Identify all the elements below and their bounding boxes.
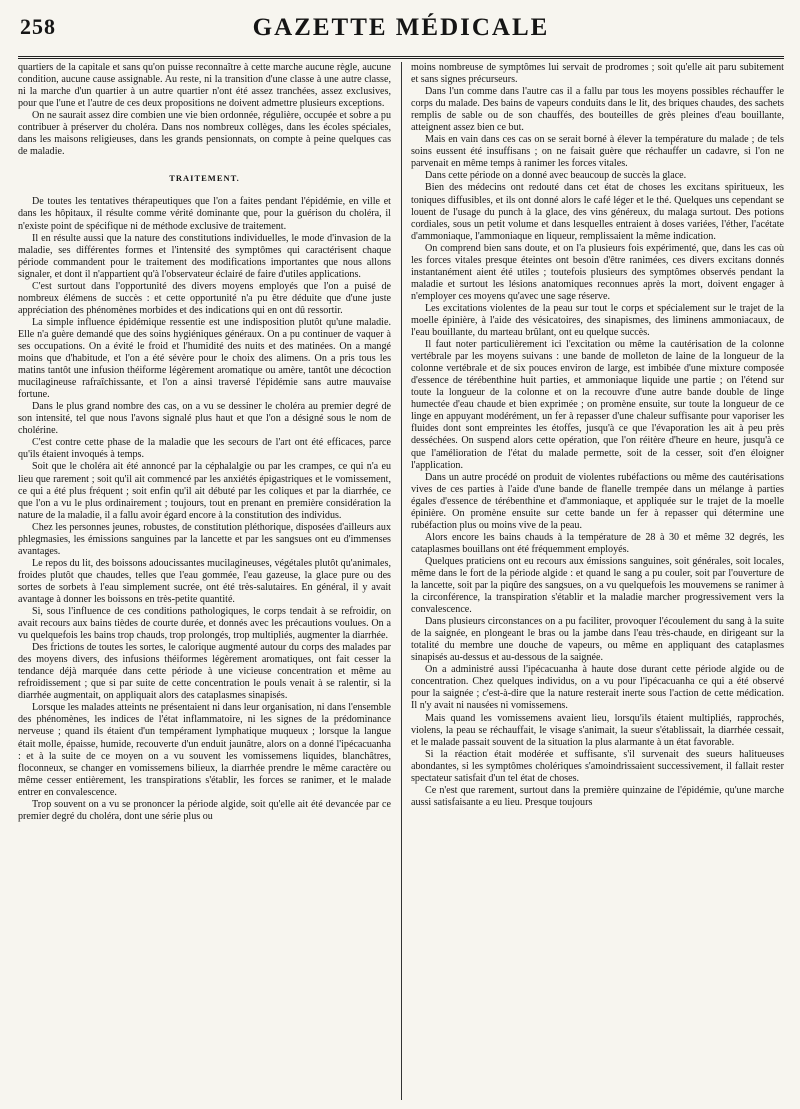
page-number: 258 [20,14,56,39]
right-column [411,62,784,1100]
masthead [18,10,784,59]
newspaper-page [18,10,784,1100]
paragraph: Lorsque les malades atteints ne présentaient ni dans leur organisation, ni dans l'ensemble des phénomènes, les indices de l'état inflammatoire, ni les signes de la prédominance nerveuse ; quand ils étaient d'un tempérament lymphatique muqueux ; lorsque la langue était molle, épaisse, humide, recouverte d'un enduit jaunâtre, alors on a donné l'ipécacuanha : et à la suite de ce moyen on a vu souvent les vomissemens liquides, blanchâtres, floconneux, se changer en vomissemens bilieux, la diarrhée prendre le même caractère ou même cesser entièrement, les transpirations s'établir, les forces se ranimer, et le malade entrer en convalescence. [18,702,391,798]
paragraph: Dans un autre procédé on produit de violentes rubéfactions ou même des cautérisations vives de ces parties à l'aide d'une bande de flanelle trempée dans un mélange à parties égales d'essence de térébenthine et d'ammoniaque, et appliquée sur le trajet de la moelle épinière. On promène ensuite sur cette bande un fer à repasser qui détermine une rubéfaction plus ou moins vive de la peau. [411,471,784,531]
paragraph: Il en résulte aussi que la nature des constitutions individuelles, le mode d'invasion de la maladie, ses différentes formes et l'intensité des symptômes qui caractérisent chaque période commandent pour le traitement des modifications importantes que nous allons signaler, et dont il n'appartient qu'à l'observateur éclairé de faire d'utiles applications. [18,232,391,280]
article-columns [18,62,784,1100]
paragraph: moins nombreuse de symptômes lui servait de prodromes ; soit qu'elle ait paru subitement et sans signes précurseurs. [411,62,784,86]
paragraph: Soit que le choléra ait été annoncé par la céphalalgie ou par les crampes, ce qui n'a eu lieu que rarement ; soit qu'il ait commencé par les anxiétés épigastriques et le vomissement, ce qui a été plus fréquent ; soit enfin qu'il ait débuté par les coliques et par la diarrhée, ce que l'on a vu le plus ordinairement ; toujours, tout en prenant en première considération la nature de la maladie, il a fallu avoir égard encore à la constitution des individus. [18,461,391,521]
paragraph: C'est contre cette phase de la maladie que les secours de l'art ont été efficaces, parce qu'ils étaient invoqués à temps. [18,437,391,461]
paragraph: De toutes les tentatives thérapeutiques que l'on a faites pendant l'épidémie, en ville et dans les hôpitaux, il résulte comme vérité dominante que, pour la guérison du choléra, il n'existe point de spécifique ni de méthode exclusive de traitement. [18,196,391,232]
paragraph: Le repos du lit, des boissons adoucissantes mucilagineuses, végétales plutôt qu'animales, froides plutôt que chaudes, telles que l'eau gommée, l'eau gazeuse, la glace pure ou des sortes de sorbets à l'eau simplement sucrée, ont été très-salutaires. En général, il y avait avantage à donner les boissons en très-petite quantité. [18,557,391,605]
paragraph: On ne saurait assez dire combien une vie bien ordonnée, régulière, occupée et sobre a pu contribuer à préserver du choléra. Dans nos nombreux collèges, dans les écoles spéciales, dans les maisons religieuses, dans les grands pensionnats, on compte à peine quelques cas de maladie. [18,110,391,158]
paragraph: quartiers de la capitale et sans qu'on puisse reconnaître à cette marche aucune règle, aucune condition, aucune cause assignable. Au reste, ni la transition d'une classe à une autre classe, ni la marche d'un quartier à un autre quartier n'ont été assez tranchées, assez exclusives, pour que l'une et l'autre de ces deux propositions ne doivent admettre plusieurs exceptions. [18,62,391,110]
paragraph: Si, sous l'influence de ces conditions pathologiques, le corps tendait à se refroidir, on avait recours aux bains tièdes de courte durée, et donnés avec les précautions voulues. On a vu quelquefois les bains trop chauds, trop prolongés, trop multipliés, augmenter la diarrhée. [18,606,391,642]
paragraph: Dans le plus grand nombre des cas, on a vu se dessiner le choléra au premier degré de son intensité, tel que nous l'avons signalé plus haut et que l'on a désigné sous le nom de cholérine. [18,401,391,437]
paragraph: Chez les personnes jeunes, robustes, de constitution pléthorique, disposées d'ailleurs aux phlegmasies, les émissions sanguines par la lancette et par les sangsues ont eu d'immenses avantages. [18,521,391,557]
paragraph: Dans l'un comme dans l'autre cas il a fallu par tous les moyens possibles réchauffer le corps du malade. Des bains de vapeurs conduits dans le lit, des briques chaudes, des sachets remplis de sable ou de son chauffés, des bouteilles de grès pleines d'eau bouillante, atteignent assez bien ce but. [411,86,784,134]
paragraph: Trop souvent on a vu se prononcer la période algide, soit qu'elle ait été devancée par ce premier degré du choléra, dont une série plus ou [18,798,391,822]
paragraph: Mais en vain dans ces cas on se serait borné à élever la température du malade ; de tels soins eussent été insuffisans ; on ne faisait guère que réchauffer un cadavre, si l'on ne parvenait en même temps à ranimer les forces vitales. [411,134,784,170]
paragraph: Ce n'est que rarement, surtout dans la première quinzaine de l'épidémie, qu'une marche aussi satisfaisante a eu lieu. Presque toujours [411,784,784,808]
paragraph: Dans cette période on a donné avec beaucoup de succès la glace. [425,170,687,182]
paragraph: C'est surtout dans l'opportunité des divers moyens employés que l'on a puisé de nombreux élémens de succès : et cette opportunité n'a pu être déduite que d'une juste appréciation des phénomènes morbides et des indications qui en ont dû ressortir. [18,280,391,316]
paragraph: La simple influence épidémique ressentie est une indisposition plutôt qu'une maladie. Elle n'a guère demandé que des soins hygiéniques généraux. On a pu continuer de vaquer à ses occupations. On a évité le froid et l'humidité des nuits et des matinées. On a mangé moins que d'habitude, et l'on a été sévère pour le choix des alimens. On a pris tous les matins tantôt une infusion théiforme légèrement aromatique ou amère, tantôt une décoction mucilagineuse rafraîchissante, et l'on a ainsi traversé l'épidémie sans autre mauvaise fortune. [18,316,391,401]
column-divider [401,62,402,1100]
paragraph: Quelques praticiens ont eu recours aux émissions sanguines, soit générales, soit locales, même dans le fort de la période algide : et quand le sang a pu couler, soit par l'ouverture de la lancette, soit par la piqûre des sangsues, on a vu quelquefois les mouvemens se ranimer à la circonférence, la transpiration s'établir et la maladie marcher progressivement vers la convalescence. [411,555,784,616]
paragraph: Mais quand les vomissemens avaient lieu, lorsqu'ils étaient multipliés, rapprochés, violens, la peau se réchauffait, le visage s'animait, la sueur s'établissait, la diarrhée cessait, et le malade passait souvent de la situation la plus alarmante à un état favorable. [411,712,784,748]
left-column [18,62,391,1100]
paragraph: Alors encore les bains chauds à la température de 28 à 30 et même 32 degrés, les cataplasmes bouillans ont été fréquemment employés. [411,531,784,555]
paragraph: Les excitations violentes de la peau sur tout le corps et spécialement sur le trajet de la moelle épinière, à l'aide des vésicatoires, des sinapismes, des liminens ammoniacaux, de l'eau bouillante, du marteau brûlant, ont eu quelque succès. [411,302,784,339]
paragraph: On comprend bien sans doute, et on l'a plusieurs fois expérimenté, que, dans les cas où les forces vitales presque éteintes ont besoin d'être ranimées, ces divers excitans donnés instantanément aient été utiles ; toutefois plusieurs des symptômes observés pendant la maladie et surtout les lésions anatomiques reconnues après la mort, doivent engager à n'employer ces moyens qu'avec une sage réserve. [411,242,784,302]
section-heading: TRAITEMENT. [169,173,240,184]
paragraph: Bien des médecins ont redouté dans cet état de choses les excitans spiritueux, les toniques diffusibles, et ils ont donné alors le café léger et le thé. Quelques uns cependant se louent de l'usage du punch à la glace, des vins généreux, du malaga surtout. Des potions cordiales, sous un petit volume et dans lesquelles entraient à doses variées, l'éther, l'acétate d'ammoniaque, l'ammoniaque en liqueur, remplissaient la même indication. [411,182,784,242]
paragraph: Des frictions de toutes les sortes, le calorique augmenté autour du corps des malades par des moyens divers, des infusions théiformes légèrement aromatiques, ont fait cesser la tendance déjà marquée dans cette période à une vicieuse concentration et même au refroidissement ; que si par suite de cette concentration le pouls venait à se ralentir, si la diarrhée augmentait, on appliquait alors des cataplasmes sinapisés. [18,642,391,702]
paragraph: Dans plusieurs circonstances on a pu faciliter, provoquer l'écoulement du sang à la suite de la saignée, en plongeant le bras ou la jambe dans l'eau très-chaude, en dirigeant sur la totalité du membre une douche de vapeurs, ou même en appliquant des cataplasmes sinapisés au-dessus et au-dessous de la saignée. [411,616,784,664]
paragraph: On a administré aussi l'ipécacuanha à haute dose durant cette période algide ou de concentration. Chez quelques individus, on a vu pour l'ipécacuanha ce qui a été observé pour la saignée ; c'est-à-dire que la nature resterait inerte sous l'action de cette médication. Il n'y avait ni nausées ni vomissemens. [411,664,784,712]
journal-title: GAZETTE MÉDICALE [252,14,550,41]
paragraph: Il faut noter particulièrement ici l'excitation ou même la cautérisation de la colonne vertébrale par les moyens suivans : une bande de molleton de laine de la longueur de la colonne vertébrale et de six pouces environ de large, est imbibée d'une mixture composée d'essence de térébenthine huit parties, et ammoniaque liquide une partie ; on l'étend sur toute la longueur de la colonne et on la recouvre d'une autre bande double de linge humectée d'eau chaude et bien exprimée ; on promène ensuite, sur toute la longueur de ce linge en appuyant modérément, un fer à repasser d'une chaleur suffisante pour vaporiser les fluides dont sont empreintes les étoffes, jusqu'à ce que l'évaporation les ait à peu près desséchées. On suspend alors cette opération, que l'on réitère d'heure en heure, jusqu'à ce que l'amélioration de l'état du malade permette, soit de la cesser, soit d'en éloigner l'application. [411,339,784,471]
paragraph: Si la réaction était modérée et suffisante, s'il survenait des sueurs halitueuses abondantes, si les symptômes cholériques s'amoindrissaient successivement, il fallait rester spectateur satisfait d'un tel état de choses. [411,748,784,784]
